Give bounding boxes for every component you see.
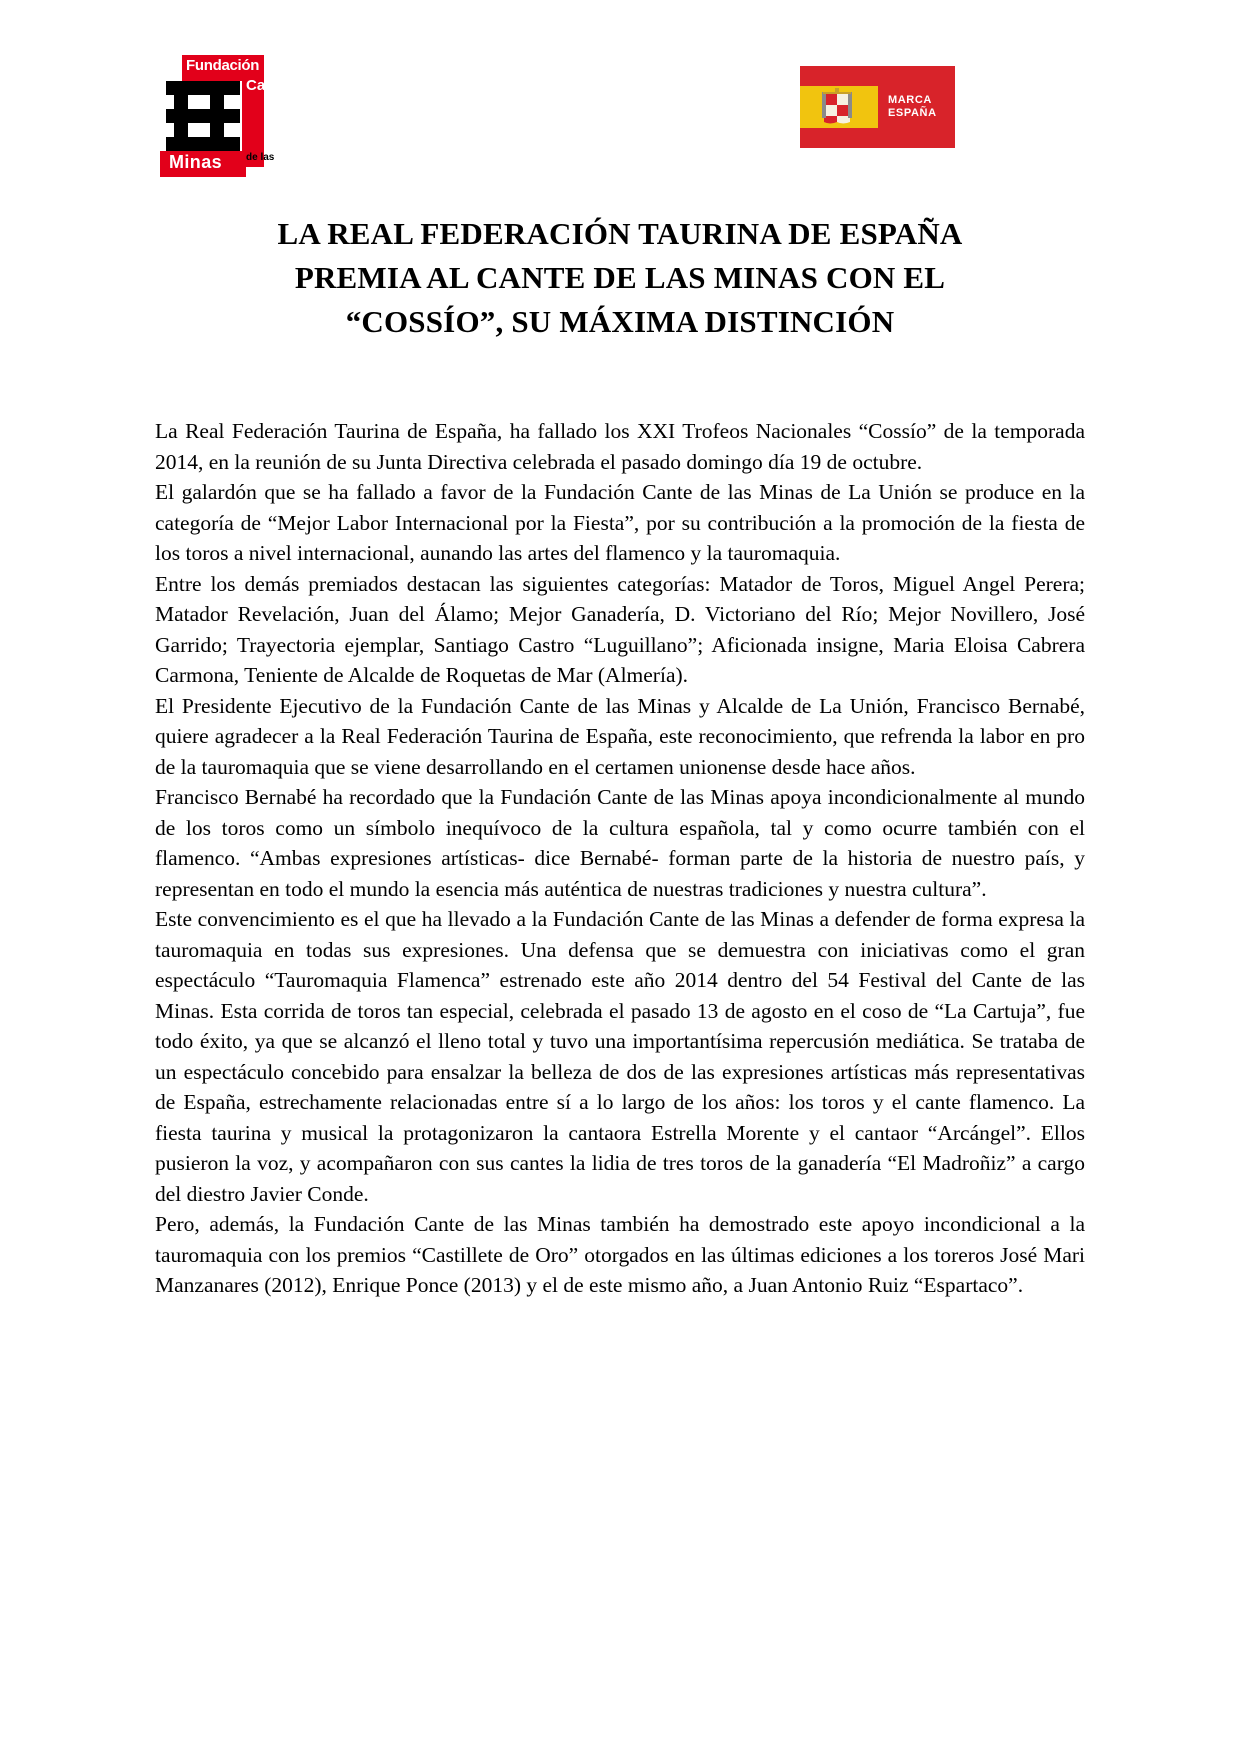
- marca-espana-logo: [800, 66, 955, 148]
- coat-of-arms-icon: [822, 88, 856, 128]
- title-line-1: LA REAL FEDERACIÓN TAURINA DE ESPAÑA: [277, 216, 963, 251]
- fundacion-cante-de-las-minas-logo: [160, 55, 288, 177]
- document-header: [0, 0, 1240, 172]
- spanish-flag-icon: [800, 66, 878, 148]
- body-paragraph: La Real Federación Taurina de España, ha fallado los XXI Trofeos Nacionales “Cossío” de la temporada 2014, en la reunión de su Junta Directiva celebrada el pasado domingo día 19 de octubre.: [155, 419, 1085, 474]
- title-line-2: PREMIA AL CANTE DE LAS MINAS CON EL: [294, 260, 946, 295]
- logo-black-glyph: [166, 81, 240, 151]
- marca-espana-line2: ESPAÑA: [888, 107, 937, 119]
- marca-espana-wordmark: [878, 66, 955, 148]
- body-paragraph: Francisco Bernabé ha recordado que la Fundación Cante de las Minas apoya incondicionalmente al mundo de los toros como un símbolo inequívoco de la cultura española, tal y como ocurre también con el flamenco. “Ambas expresiones artísticas- dice Bernabé- forman parte de la historia de nuestro país, y representan en todo el mundo la esencia más auténtica de nuestras tradiciones y nuestra cultura”.: [155, 785, 1085, 901]
- logo-word-minas: Minas: [169, 152, 223, 172]
- title-line-3: “COSSÍO”, SU MÁXIMA DISTINCIÓN: [345, 304, 895, 339]
- body-paragraph: Pero, además, la Fundación Cante de las Minas también ha demostrado este apoyo incondicional a la tauromaquia con los premios “Castillete de Oro” otorgados en las últimas ediciones a los toreros José Mari Manzanares (2012), Enrique Ponce (2013) y el de este mismo año, a Juan Antonio Ruiz “Espartaco”.: [155, 1212, 1085, 1297]
- logo-word-de-las: de las: [246, 152, 275, 163]
- body-paragraph: El Presidente Ejecutivo de la Fundación Cante de las Minas y Alcalde de La Unión, Francisco Bernabé, quiere agradecer a la Real Federación Taurina de España, este reconocimiento, que refrenda la labor en pro de la tauromaquia que se viene desarrollando en el certamen unionense desde hace años.: [155, 693, 1085, 779]
- body-paragraph: Este convencimiento es el que ha llevado a la Fundación Cante de las Minas a defender de forma expresa la tauromaquia en todas sus expresiones. Una defensa que se demuestra con iniciativas como el gran espectáculo “Tauromaquia Flamenca” estrenado este año 2014 dentro del 54 Festival del Cante de las Minas. Esta corrida de toros tan especial, celebrada el pasado 13 de agosto en el coso de “La Cartuja”, fue todo éxito, ya que se alcanzó el lleno total y tuvo una importantísima repercusión mediática. Se trataba de un espectáculo concebido para ensalzar la belleza de dos de las expresiones artísticas más representativas de España, estrechamente relacionadas entre sí a lo largo de los años: los toros y el cante flamenco. La fiesta taurina y musical la protagonizaron la cantaora Estrella Morente y el cantaor “Arcángel”. Ellos pusieron la voz, y acompañaron con sus cantes la lidia de tres toros de la ganadería “El Madroñiz” a cargo del diestro Javier Conde.: [155, 907, 1085, 1206]
- page-title: [150, 212, 1090, 344]
- marca-espana-line1: MARCA: [888, 94, 932, 106]
- logo-word-fundacion: Fundación: [186, 57, 260, 74]
- body-paragraph: Entre los demás premiados destacan las siguientes categorías: Matador de Toros, Miguel Angel Perera; Matador Revelación, Juan del Álamo; Mejor Ganadería, D. Victoriano del Río; Mejor Novillero, José Garrido; Trayectoria ejemplar, Santiago Castro “Luguillano”; Aficionada insigne, Maria Eloisa Cabrera Carmona, Teniente de Alcalde de Roquetas de Mar (Almería).: [155, 571, 1085, 687]
- body-paragraph: El galardón que se ha fallado a favor de la Fundación Cante de las Minas de La Unión se produce en la categoría de “Mejor Labor Internacional por la Fiesta”, por su contribución a la promoción de la fiesta de los toros a nivel internacional, aunando las artes del flamenco y la tauromaquia.: [155, 480, 1085, 565]
- document-body: [155, 416, 1085, 1301]
- logo-word-cante: Cante: [246, 77, 288, 94]
